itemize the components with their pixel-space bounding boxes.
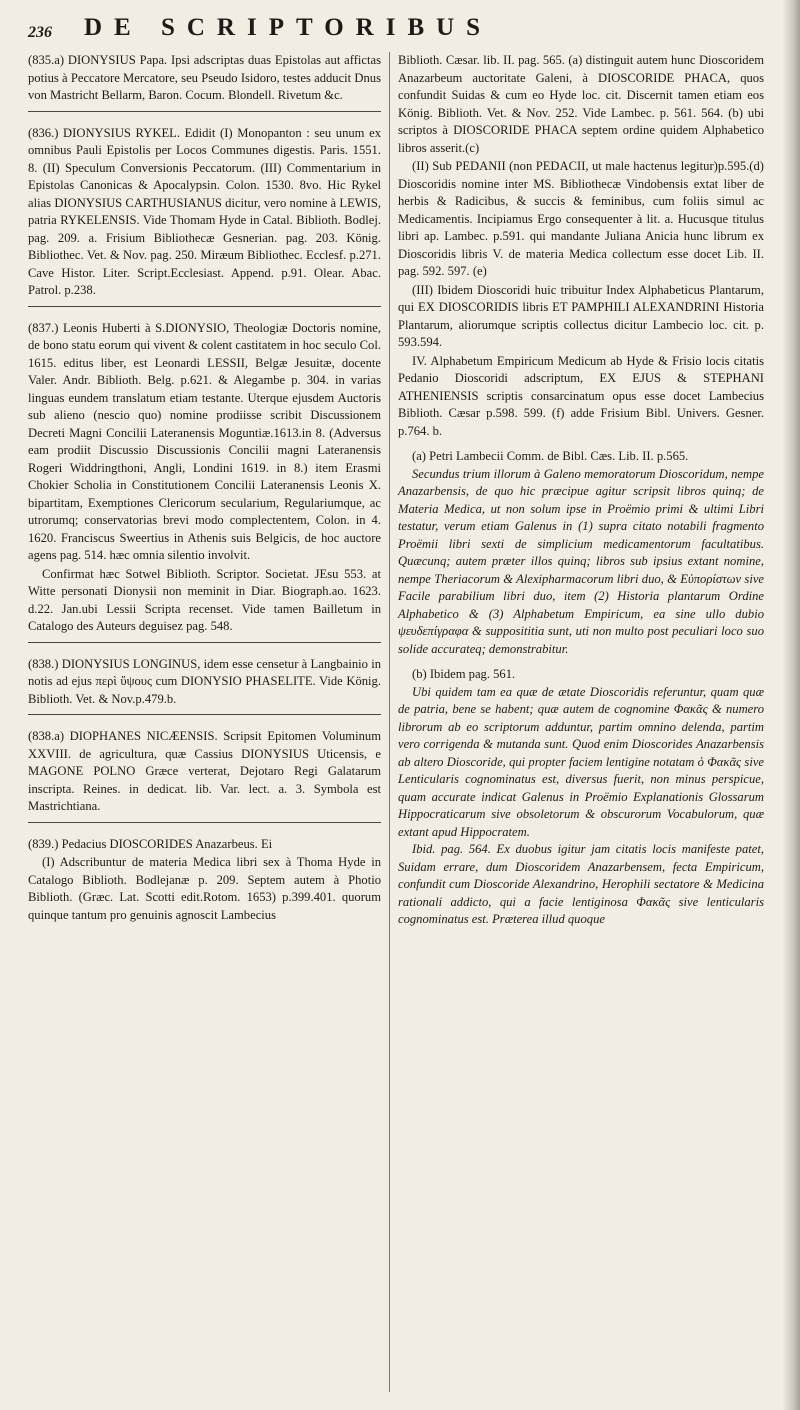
right-column <box>398 52 764 933</box>
entry-text: (II) Sub PEDANII (non PEDACII, ut male hactenus legitur)p.595.(d) Dioscoridis nomine inter MS. Bibliothecæ Vindobensis extat liber de herbis & Radicibus, & succis & feminibus, cum foliis simul ac Medicamentis. Incipiamus Ergo consequenter à lit. a. Hucusque titulus libri ap. Lambec. p.591. qui mandante Juliana Anicia hunc librum ex Dioscoridis libris V. de materia Medica collectum esse docet Lib. II. pag. 592. 597. (e) <box>398 159 764 278</box>
entry-text: (III) Ibidem Dioscoridi huic tribuitur Index Alphabeticus Plantarum, qui EX DIOSCORIDIS libris ET PAMPHILI ALEXANDRINI Historia Plantarum, aliorumque scriptis collectus dicitur Lambecio loc. cit. p. 593.594. <box>398 282 764 349</box>
entry-text: (835.a) DIONYSIUS Papa. Ipsi adscriptas duas Epistolas aut affictas potius à Peccatore Mercatore, seu Pseudo Isidoro, testes adducit Dnus von Mastricht Bellarm, Baron. Cocum. Blondell. Rivetum &c. <box>28 53 381 102</box>
running-head <box>28 14 778 50</box>
left-column <box>28 52 381 928</box>
entry-838 <box>28 656 381 709</box>
entry-835a <box>28 52 381 105</box>
footnote-ref: (a) Petri Lambecii Comm. de Bibl. Cæs. Lib. II. p.565. <box>412 449 689 463</box>
running-title: DE SCRIPTORIBUS <box>84 14 493 41</box>
entry-separator <box>28 306 381 314</box>
footnote-quote: Secundus trium illorum à Galeno memoratorum Dioscoridum, nempe Anazarbensis, de quo hic præcipue agitur scripsit libros quinq; de Materia Medica, ut non solum ipse in Proëmio primi & ultimi Libri testatur, verum etiam Galenus in (1) supra citato notabili fragmento Proëmii libri sexti de simplicium medicamentorum facultatibus. Quæcunq; autem præter illos quinq; libros sub ipsius extant nomine, nempe Theriacorum & Alexipharmacorum libri duo, & Εὐπορίστων sive Facile parabilium libri duo, item (2) Historia plantarum Ordine Alphabetico & (3) Alphabetum Empiricum, ea sine ullo dubio ψευδεπίγραφα & supposititia sunt, uti non multo post peculiari loco suo solide accurateq; demonstrabitur. <box>398 466 764 656</box>
entry-text: Biblioth. Cæsar. lib. II. pag. 565. (a) distinguit autem hunc Dioscoridem Anazarbeum auctoritate Galeni, à DIOSCORIDE PHACA, quos confundit Suidas & cum eo Hyde loc. cit. Discernit tamen etiam eos König. Biblioth. Vet. & Nov. 252. Vide Lambec. p. 561. 564. (b) ubi scriptos à DIOSCORIDE PHACA septem ordine quidem Alphabetico libros asserit.(c) <box>398 53 764 155</box>
entry-text: (839.) Pedacius DIOSCORIDES Anazarbeus. Ei <box>28 836 273 851</box>
entry-text: (837.) Leonis Huberti à S.DIONYSIO, Theologiæ Doctoris nomine, de bono statu eorum qui vivent & colent castitatem in hoc seculo Col. 1615. editus liber, est Leonardi LESSII, Belgæ Jesuitæ, docente Valer. Andr. Biblioth. Belg. p.621. & Alegambe p. 304. in varias linguas eundem translatum etiam testante. Uterque ejusdem Auctoris sub alieno (nescio quo) nomine prodiisse scribit Discussionem Decreti Magni Concilii Lateranensis Moguntiæ.1613.in 8. (Adversus eam prodiit Discussio Discussionis Concilii magni Lateranensis Rogeri Widdringthoni, Angli, Londini 1619. in 8.) item Erasmi Chokier Scholia in Constitutionem Concilii Lateranensis Leonis X. bipartitam, Exemptiones Clericorum secularium, Regulariumque, ac utrorumq; conservatorias brevi modo complectentem, Colon. in 4. 1620. Franciscus Sweertius in Athenis suis Belgicis, de hoc auctore agens pag. 514. hæc omnia silentio involvit. <box>28 320 381 562</box>
footnote-b <box>398 666 764 929</box>
entry-text: IV. Alphabetum Empiricum Medicum ab Hyde & Frisio locis citatis Pedanio Dioscoridi adscriptum, EX EJUS & STEPHANI ATHENIENSIS scriptis consarcinatum opus esse docet Lambecius Biblioth. Cæsar p.598. 599. (f) adde Frisium Bibl. Univers. Gesner. p.764. b. <box>398 353 764 438</box>
entry-separator <box>28 822 381 830</box>
entry-separator <box>28 642 381 650</box>
entry-839 <box>28 836 381 925</box>
entry-838a <box>28 728 381 816</box>
entry-837 <box>28 320 381 636</box>
entry-separator <box>28 111 381 119</box>
entry-836 <box>28 125 381 300</box>
footnote-a <box>398 448 764 658</box>
entry-text: (I) Adscribuntur de materia Medica libri sex à Thoma Hyde in Catalogo Biblioth. Bodlejanæ p. 209. Septem autem à Photio Biblioth. (Græc. Lat. Scotti edit.Rotom. 1653) p.399.401. quorum quinque tantum pro genuinis agnoscit Lambecius <box>28 855 381 922</box>
footnote-quote: Ibid. pag. 564. Ex duobus igitur jam citatis locis manifeste patet, Suidam errare, dum Dioscoridem Anazarbensem, fecta Empiricum, confundit cum Dioscoride Alexandrino, Herophili sectatore & Medicina rationali addicto, qui a facie lentiginosa Φακᾶς sive lenticularis cognominatus est. Præterea illud quoque <box>398 842 764 926</box>
entry-text: (838.) DIONYSIUS LONGINUS, idem esse censetur à Langbainio in notis ad ejus περὶ ὕψους cum DIONYSIO PHASELITE. Vide König. Biblioth. Vet. & Nov.p.479.b. <box>28 656 381 706</box>
entry-separator <box>28 714 381 722</box>
footnote-quote: Ubi quidem tam ea quæ de ætate Dioscoridis referuntur, quam quæ de patria, bene se habent; quæ autem de cognomine Φακᾶς & numero librorum ab eo scriptorum adduntur, partim omnino delenda, partim vero corrigenda & mutanda sunt. Quod enim Dioscorides Anazarbensis ab altero Dioscoride, qui propter faciem lentigine notatam ὁ Φακᾶς sive Lenticularis cognominatus est, diversus fuerit, non minus perspicue, quam accurate indicat Galenus in Proëmio Explanationis Glossarum Hippocraticarum sive obsoletorum & obscurorum Vocabulorum, quæ extant apud Hippocratem. <box>398 684 764 839</box>
scan-edge-shadow <box>782 0 800 1410</box>
entry-text: (838.a) DIOPHANES NICÆENSIS. Scripsit Epitomen Voluminum XXVIII. de agricultura, quæ Cassius DIONYSIUS Uticensis, e MAGONE POLNO Græce verterat, Dejotaro Regi Galatarum inscripta. Reines. in dedicat. lib. Var. lect. a. 3. Symbola est Mastrichtiana. <box>28 729 381 813</box>
footnote-ref: (b) Ibidem pag. 561. <box>412 667 516 681</box>
page-number: 236 <box>28 24 52 41</box>
column-divider <box>389 52 390 1392</box>
entry-839-continuation <box>398 52 764 440</box>
entry-text: Confirmat hæc Sotwel Biblioth. Scriptor. Societat. JEsu 553. at Witte personati Dionysii non meminit in Diar. Biograph.ao. 1623. d.22. Jan.ubi Lessii Scripta recenset. Vide tamen Bailletum in Catalogo des Auteurs deguisez pag. 548. <box>28 566 381 633</box>
entry-text: (836.) DIONYSIUS RYKEL. Edidit (I) Monopanton : seu unum ex omnibus Pauli Epistolis per Locos Communes digestis. Paris. 1551. 8. (II) Speculum Conversionis Peccatorum. (III) Commentarium in Epistolas Canonicas & Apocalypsin. Colon. 1530. 8vo. Hic Rykel alias DIONYSIUS CARTHUSIANUS dicitur, vero nomine à LEWIS, patria RYKELENSIS. Vide Thomam Hyde in Catal. Biblioth. Bodlej. pag. 209. a. Frisium Bibliothecæ Gesnerian. pag. 203. König. Bibliothec. Vet. & Nov. pag. 250. Miræum Bibliothec. Ecclesf. p.271. Cave Histor. Liter. Script.Ecclesiast. Append. p.91. Olear. Abac. Patrol. p.238. <box>28 125 381 297</box>
